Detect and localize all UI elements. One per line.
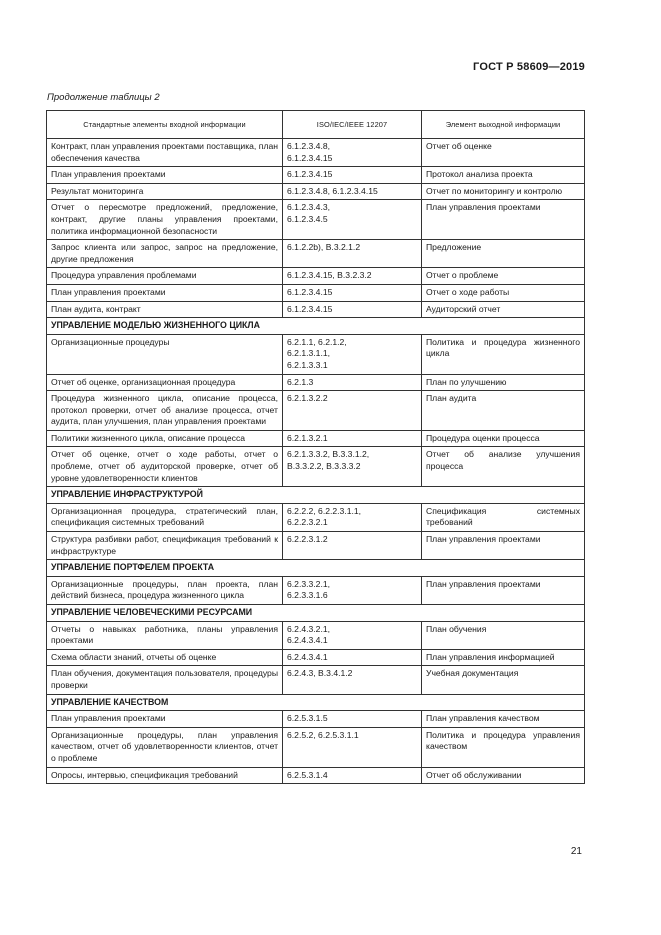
output-cell: План по улучшению [422, 374, 585, 391]
input-cell: Процедура жизненного цикла, описание процесса, протокол проверки, отчет об анализе процесса, отчет аудита, план улучшения, план управления проектами [47, 391, 283, 431]
input-cell: Отчет об оценке, организационная процедура [47, 374, 283, 391]
table-row [47, 666, 585, 694]
output-cell: Отчет об анализе улучшения процесса [422, 447, 585, 487]
reference-cell: 6.2.5.2, 6.2.5.3.1.1 [283, 727, 422, 767]
table-row [47, 240, 585, 268]
table-row [47, 167, 585, 184]
input-cell: Опросы, интервью, спецификация требований [47, 767, 283, 784]
input-cell: Отчет об оценке, отчет о ходе работы, отчет о проблеме, отчет об аудиторской проверке, отчет об уровне удовлетворенности клиентов [47, 447, 283, 487]
output-cell: Отчет о проблеме [422, 268, 585, 285]
page-number: 21 [570, 846, 582, 857]
column-header-reference: ISO/IEC/IEEE 12207 [283, 111, 422, 139]
reference-cell: 6.1.2.3.4.15 [283, 301, 422, 318]
reference-cell: 6.1.2.3.4.15, В.3.2.3.2 [283, 268, 422, 285]
reference-cell: 6.2.4.3.2.1, 6.2.4.3.4.1 [283, 621, 422, 649]
reference-cell: 6.2.1.3 [283, 374, 422, 391]
table-row [47, 139, 585, 167]
table-row [47, 649, 585, 666]
data-table [46, 110, 585, 784]
table-row [47, 767, 585, 784]
input-cell: Отчет о пересмотре предложений, предложение, контракт, другие планы управления проектами, политика информационной безопасности [47, 200, 283, 240]
output-cell: Аудиторский отчет [422, 301, 585, 318]
section-title: УПРАВЛЕНИЕ МОДЕЛЬЮ ЖИЗНЕННОГО ЦИКЛА [47, 318, 585, 335]
section-title: УПРАВЛЕНИЕ ИНФРАСТРУКТУРОЙ [47, 487, 585, 504]
output-cell: План обучения [422, 621, 585, 649]
reference-cell: 6.2.4.3.4.1 [283, 649, 422, 666]
table-row [47, 430, 585, 447]
output-cell: Отчет об обслуживании [422, 767, 585, 784]
reference-cell: 6.2.5.3.1.4 [283, 767, 422, 784]
output-cell: Отчет об оценке [422, 139, 585, 167]
standard-designation: ГОСТ Р 58609—2019 [473, 61, 585, 73]
input-cell: Схема области знаний, отчеты об оценке [47, 649, 283, 666]
input-cell: Политики жизненного цикла, описание процесса [47, 430, 283, 447]
table-row [47, 532, 585, 560]
output-cell: План управления проектами [422, 532, 585, 560]
table-row [47, 183, 585, 200]
input-cell: План управления проектами [47, 711, 283, 728]
output-cell: План управления проектами [422, 576, 585, 604]
section-title: УПРАВЛЕНИЕ ПОРТФЕЛЕМ ПРОЕКТА [47, 560, 585, 577]
table-row [47, 727, 585, 767]
reference-cell: 6.1.2.3.4.8, 6.1.2.3.4.15 [283, 183, 422, 200]
output-cell: Отчет о ходе работы [422, 284, 585, 301]
input-cell: План управления проектами [47, 167, 283, 184]
input-cell: Организационная процедура, стратегический план, спецификация системных требований [47, 503, 283, 531]
output-cell: Отчет по мониторингу и контролю [422, 183, 585, 200]
reference-cell: 6.1.2.3.4.15 [283, 167, 422, 184]
table-row [47, 447, 585, 487]
output-cell: Политика и процедура управления качеством [422, 727, 585, 767]
reference-cell: 6.1.2.3.4.8, 6.1.2.3.4.15 [283, 139, 422, 167]
output-cell: Политика и процедура жизненного цикла [422, 334, 585, 374]
section-header-row [47, 487, 585, 504]
section-header-row [47, 605, 585, 622]
input-cell: План управления проектами [47, 284, 283, 301]
reference-cell: 6.2.3.3.2.1, 6.2.3.3.1.6 [283, 576, 422, 604]
input-cell: Отчеты о навыках работника, планы управления проектами [47, 621, 283, 649]
input-cell: Результат мониторинга [47, 183, 283, 200]
output-cell: План управления проектами [422, 200, 585, 240]
reference-cell: 6.2.2.3.1.2 [283, 532, 422, 560]
table-row [47, 374, 585, 391]
input-cell: Организационные процедуры, план управления качеством, отчет об удовлетворенности клиентов, отчет о проблеме [47, 727, 283, 767]
column-header-input: Стандартные элементы входной информации [47, 111, 283, 139]
table-row [47, 391, 585, 431]
table-row [47, 621, 585, 649]
section-title: УПРАВЛЕНИЕ КАЧЕСТВОМ [47, 694, 585, 711]
section-header-row [47, 694, 585, 711]
table-row [47, 503, 585, 531]
table-row [47, 200, 585, 240]
table-caption: Продолжение таблицы 2 [47, 92, 160, 103]
column-header-output: Элемент выходной информации [422, 111, 585, 139]
reference-cell: 6.1.2.3.4.15 [283, 284, 422, 301]
output-cell: Процедура оценки процесса [422, 430, 585, 447]
reference-cell: 6.1.2.3.4.3, 6.1.2.3.4.5 [283, 200, 422, 240]
section-title: УПРАВЛЕНИЕ ЧЕЛОВЕЧЕСКИМИ РЕСУРСАМИ [47, 605, 585, 622]
input-cell: Организационные процедуры, план проекта, план действий бизнеса, процедура жизненного цикла [47, 576, 283, 604]
output-cell: План управления качеством [422, 711, 585, 728]
output-cell: Протокол анализа проекта [422, 167, 585, 184]
reference-cell: 6.2.5.3.1.5 [283, 711, 422, 728]
table-row [47, 576, 585, 604]
table-row [47, 301, 585, 318]
table-row [47, 334, 585, 374]
input-cell: Организационные процедуры [47, 334, 283, 374]
input-cell: План аудита, контракт [47, 301, 283, 318]
reference-cell: 6.2.1.3.3.2, В.3.3.1.2, В.3.3.2.2, В.3.3.3.2 [283, 447, 422, 487]
input-cell: Контракт, план управления проектами поставщика, план обеспечения качества [47, 139, 283, 167]
input-cell: Структура разбивки работ, спецификация требований к инфраструктуре [47, 532, 283, 560]
output-cell: План управления информацией [422, 649, 585, 666]
reference-cell: 6.1.2.2b), В.3.2.1.2 [283, 240, 422, 268]
reference-cell: 6.2.1.3.2.1 [283, 430, 422, 447]
table-row [47, 284, 585, 301]
reference-cell: 6.2.1.1, 6.2.1.2, 6.2.1.3.1.1, 6.2.1.3.3.1 [283, 334, 422, 374]
reference-cell: 6.2.4.3, В.3.4.1.2 [283, 666, 422, 694]
output-cell: Спецификация системных требований [422, 503, 585, 531]
section-header-row [47, 560, 585, 577]
input-cell: План обучения, документация пользователя, процедуры проверки [47, 666, 283, 694]
table-row [47, 268, 585, 285]
reference-cell: 6.2.1.3.2.2 [283, 391, 422, 431]
table-header-row [47, 111, 585, 139]
reference-cell: 6.2.2.2, 6.2.2.3.1.1, 6.2.2.3.2.1 [283, 503, 422, 531]
input-cell: Процедура управления проблемами [47, 268, 283, 285]
table-row [47, 711, 585, 728]
table-body [47, 139, 585, 784]
input-cell: Запрос клиента или запрос, запрос на предложение, другие предложения [47, 240, 283, 268]
output-cell: Предложение [422, 240, 585, 268]
output-cell: План аудита [422, 391, 585, 431]
section-header-row [47, 318, 585, 335]
output-cell: Учебная документация [422, 666, 585, 694]
